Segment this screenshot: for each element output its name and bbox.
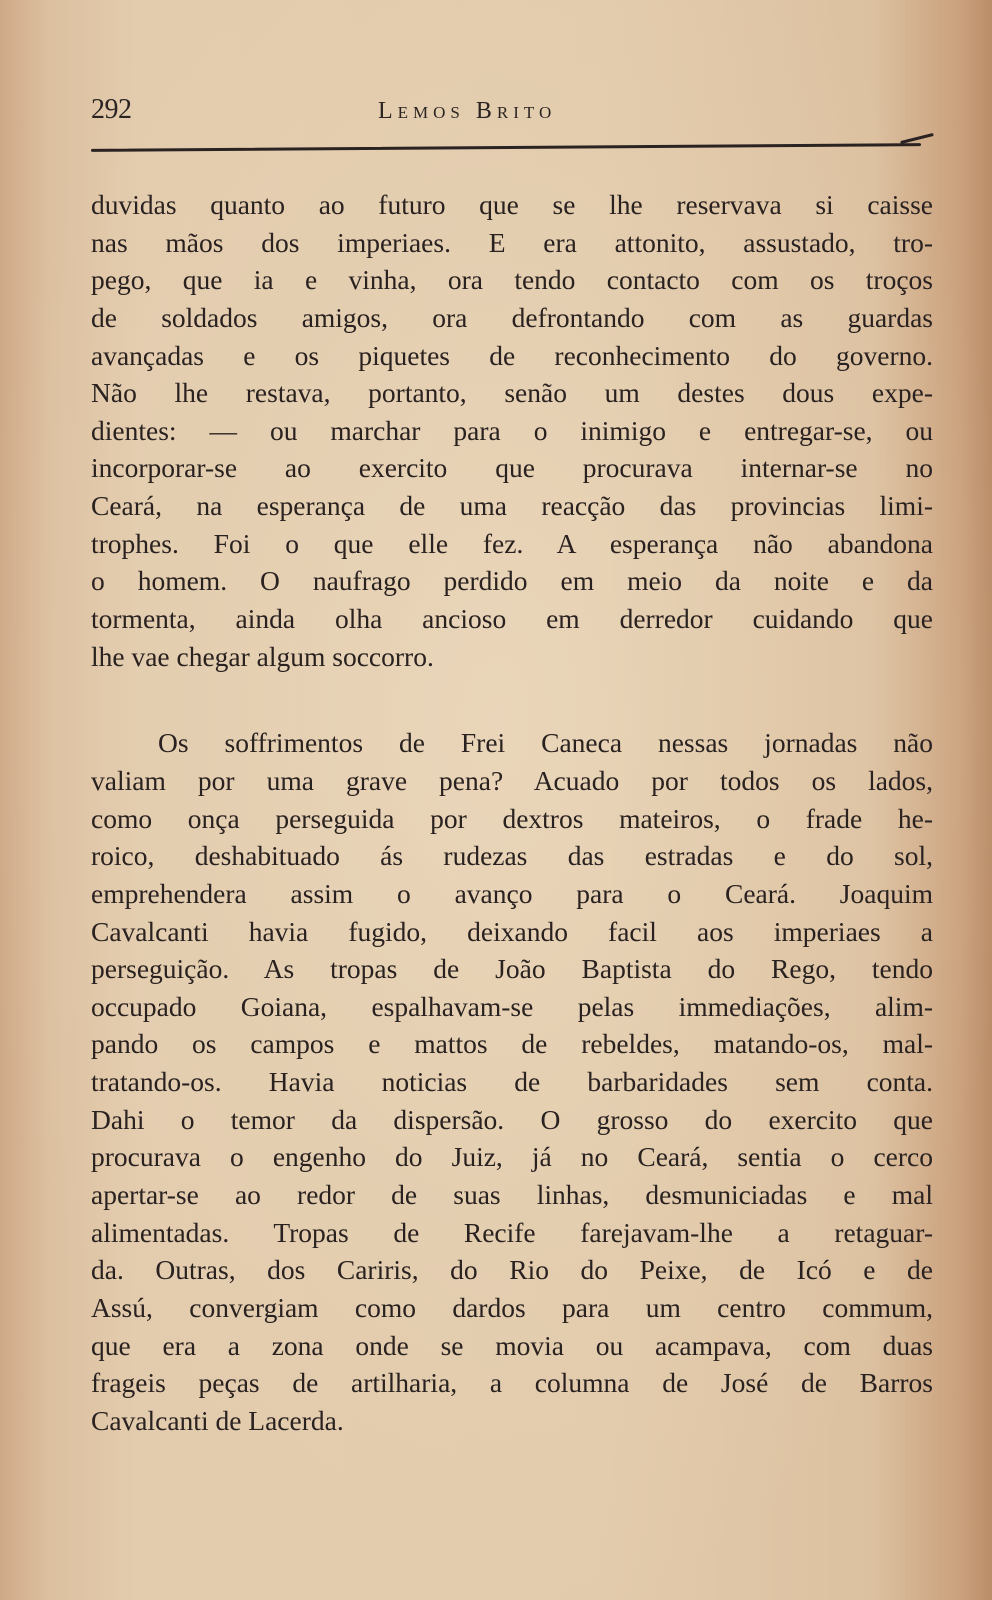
- text-line: occupado Goiana, espalhavam-se pelas immediações, alim-: [91, 990, 933, 1022]
- text-line: trophes. Foi o que elle fez. A esperança não abandona: [91, 527, 933, 559]
- text-line: roico, deshabituado ás rudezas das estradas e do sol,: [91, 840, 933, 872]
- text-line: tratando-os. Havia noticias de barbaridades sem conta.: [91, 1066, 933, 1098]
- text-line: da. Outras, dos Cariris, do Rio do Peixe, de Icó e de: [91, 1254, 933, 1286]
- text-line: dientes: — ou marchar para o inimigo e entregar-se, ou: [91, 414, 933, 446]
- paragraph-2: [91, 724, 933, 1439]
- text-line: Não lhe restava, portanto, senão um destes dous expe-: [91, 377, 933, 409]
- text-line: alimentadas. Tropas de Recife farejavam-lhe a retaguar-: [91, 1216, 933, 1248]
- text-line: o homem. O naufrago perdido em meio da noite e da: [91, 565, 933, 597]
- text-line: valiam por uma grave pena? Acuado por todos os lados,: [91, 764, 933, 796]
- text-line: Assú, convergiam como dardos para um centro commum,: [91, 1291, 933, 1323]
- text-line: perseguição. As tropas de João Baptista do Rego, tendo: [91, 953, 933, 985]
- paragraph-1: [91, 186, 933, 675]
- text-line: pego, que ia e vinha, ora tendo contacto com os troços: [91, 264, 933, 296]
- text-line: apertar-se ao redor de suas linhas, desmuniciadas e mal: [91, 1179, 933, 1211]
- body-text: [91, 186, 933, 1440]
- text-line: pando os campos e mattos de rebeldes, matando-os, mal-: [91, 1028, 933, 1060]
- text-line: nas mãos dos imperiaes. E era attonito, assustado, tro-: [91, 226, 933, 258]
- page-number: 292: [91, 94, 132, 125]
- text-line: Os soffrimentos de Frei Caneca nessas jornadas não: [158, 727, 933, 759]
- text-line: Cavalcanti havia fugido, deixando facil aos imperiaes a: [91, 915, 933, 947]
- text-line: que era a zona onde se movia ou acampava, com duas: [91, 1329, 933, 1361]
- text-line: emprehendera assim o avanço para o Ceará. Joaquim: [91, 877, 933, 909]
- text-line: procurava o engenho do Juiz, já no Ceará, sentia o cerco: [91, 1141, 933, 1173]
- text-line: de soldados amigos, ora defrontando com as guardas: [91, 301, 933, 333]
- running-title: Lemos Brito: [378, 98, 557, 124]
- text-line: duvidas quanto ao futuro que se lhe reservava si caisse: [91, 189, 933, 220]
- text-line: Ceará, na esperança de uma reacção das provincias limi-: [91, 490, 933, 522]
- text-line: avançadas e os piquetes de reconhecimento do governo.: [91, 339, 933, 371]
- header-rule: [91, 143, 921, 152]
- text-line: lhe vae chegar algum soccorro.: [91, 640, 434, 672]
- text-line: como onça perseguida por dextros mateiros, o frade he-: [91, 802, 933, 834]
- running-head: [91, 94, 931, 134]
- text-line: frageis peças de artilharia, a columna de José de Barros: [91, 1367, 933, 1399]
- text-line: incorporar-se ao exercito que procurava internar-se no: [91, 452, 933, 484]
- text-line: Cavalcanti de Lacerda.: [91, 1404, 344, 1436]
- text-line: tormenta, ainda olha ancioso em derredor cuidando que: [91, 603, 933, 635]
- paragraph-gap: [91, 675, 933, 724]
- text-line: Dahi o temor da dispersão. O grosso do exercito que: [91, 1103, 933, 1135]
